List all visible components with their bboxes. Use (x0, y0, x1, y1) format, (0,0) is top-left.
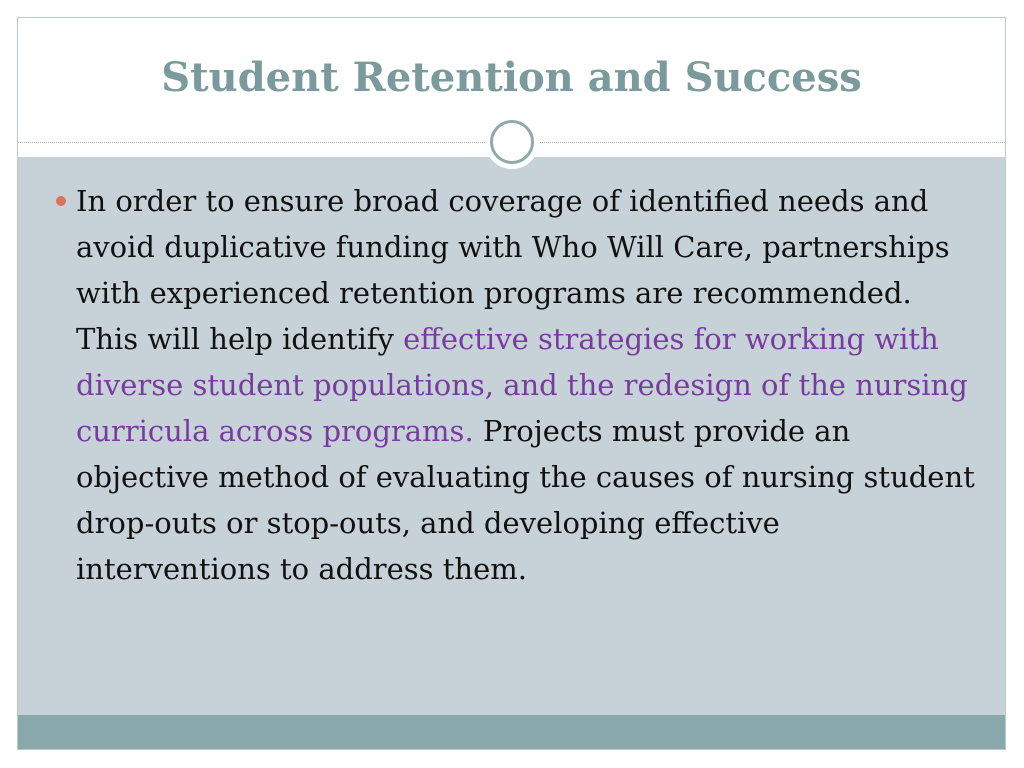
slide (17, 17, 1006, 750)
bullet-text-after: Projects must provide an objective method of evaluating the causes of nursing student drop-outs or stop-outs, and developing effective interventions to address them. (76, 414, 975, 586)
bullet-item (56, 178, 976, 592)
footer-bar (18, 715, 1005, 750)
bullet-dot-icon (56, 196, 66, 206)
slide-title: Student Retention and Success (161, 54, 862, 101)
ring-ornament-icon (485, 115, 539, 169)
bullet-highlight-text: effective strategies for working with diverse student populations, and the redesign of the nursing curricula across programs. (76, 322, 968, 448)
bullet-text-before: In order to ensure broad coverage of identified needs and avoid duplicative funding with Who Will Care, partnerships with experienced retention programs are recommended. This will help identify (76, 184, 950, 356)
bullet-list (56, 178, 976, 592)
